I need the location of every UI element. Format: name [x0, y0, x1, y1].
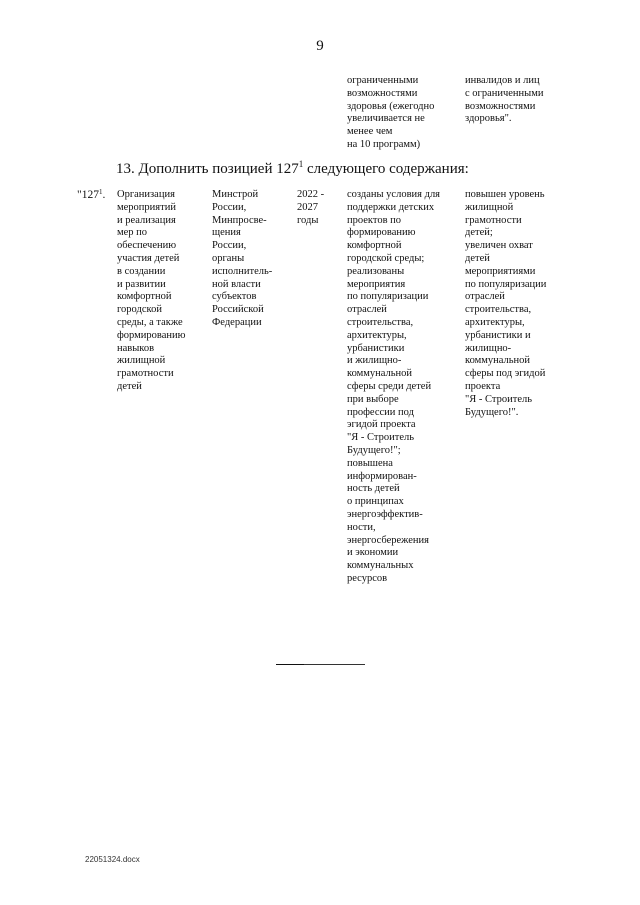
cell-expected-result: созданы условия для поддержки детских проектов по формированию комфортной городской среды; реализованы мероприятия по популяризации отраслей строительства, архитектуры, урбанистики и жилищно- коммунальной сферы среди детей при выборе профессии под эгидой проекта "Я - Строитель Будущего!"; повышена информирован- ность детей о принципах энергоэффектив- ности, энергосбережения и экономии коммунальных ресурсов: [347, 189, 441, 584]
previous-row-cell-result: ограниченными возможностями здоровья (ежегодно увеличивается не менее чем на 10 программ): [347, 75, 435, 150]
row-number: [77, 188, 105, 201]
cell-measure-name: Организация мероприятий и реализация мер по обеспечению участия детей в создании и развитии комфортной городской среды, а также формированию навыков жилищной грамотности детей: [117, 189, 186, 392]
cell-responsible: Минстрой России, Минпросве- щения России, органы исполнитель- ной власти субъектов Российской Федерации: [212, 189, 273, 328]
heading-suffix: следующего содержания:: [303, 161, 469, 177]
cell-indicator: повышен уровень жилищной грамотности детей; увеличен охват детей мероприятиями по популяризации отраслей строительства, архитектуры, урбанистики и жилищно- коммунальной сферы под эгидой проекта "Я - Строитель Будущего!".: [465, 189, 547, 418]
cell-period: 2022 - 2027 годы: [297, 189, 325, 226]
row-number-main: "127: [77, 189, 99, 201]
row-number-suffix: .: [102, 189, 106, 201]
row-number-superscript: 1: [98, 188, 103, 196]
footer-filename: 22051324.docx: [85, 855, 140, 864]
amendment-heading: [116, 159, 469, 178]
previous-row-cell-indicator: инвалидов и лиц с ограниченными возможностями здоровья".: [465, 75, 544, 125]
heading-superscript: 1: [298, 159, 304, 169]
end-separator-mark: [276, 664, 304, 665]
page-number: 9: [316, 38, 324, 54]
heading-prefix: 13. Дополнить позицией 127: [116, 161, 299, 177]
